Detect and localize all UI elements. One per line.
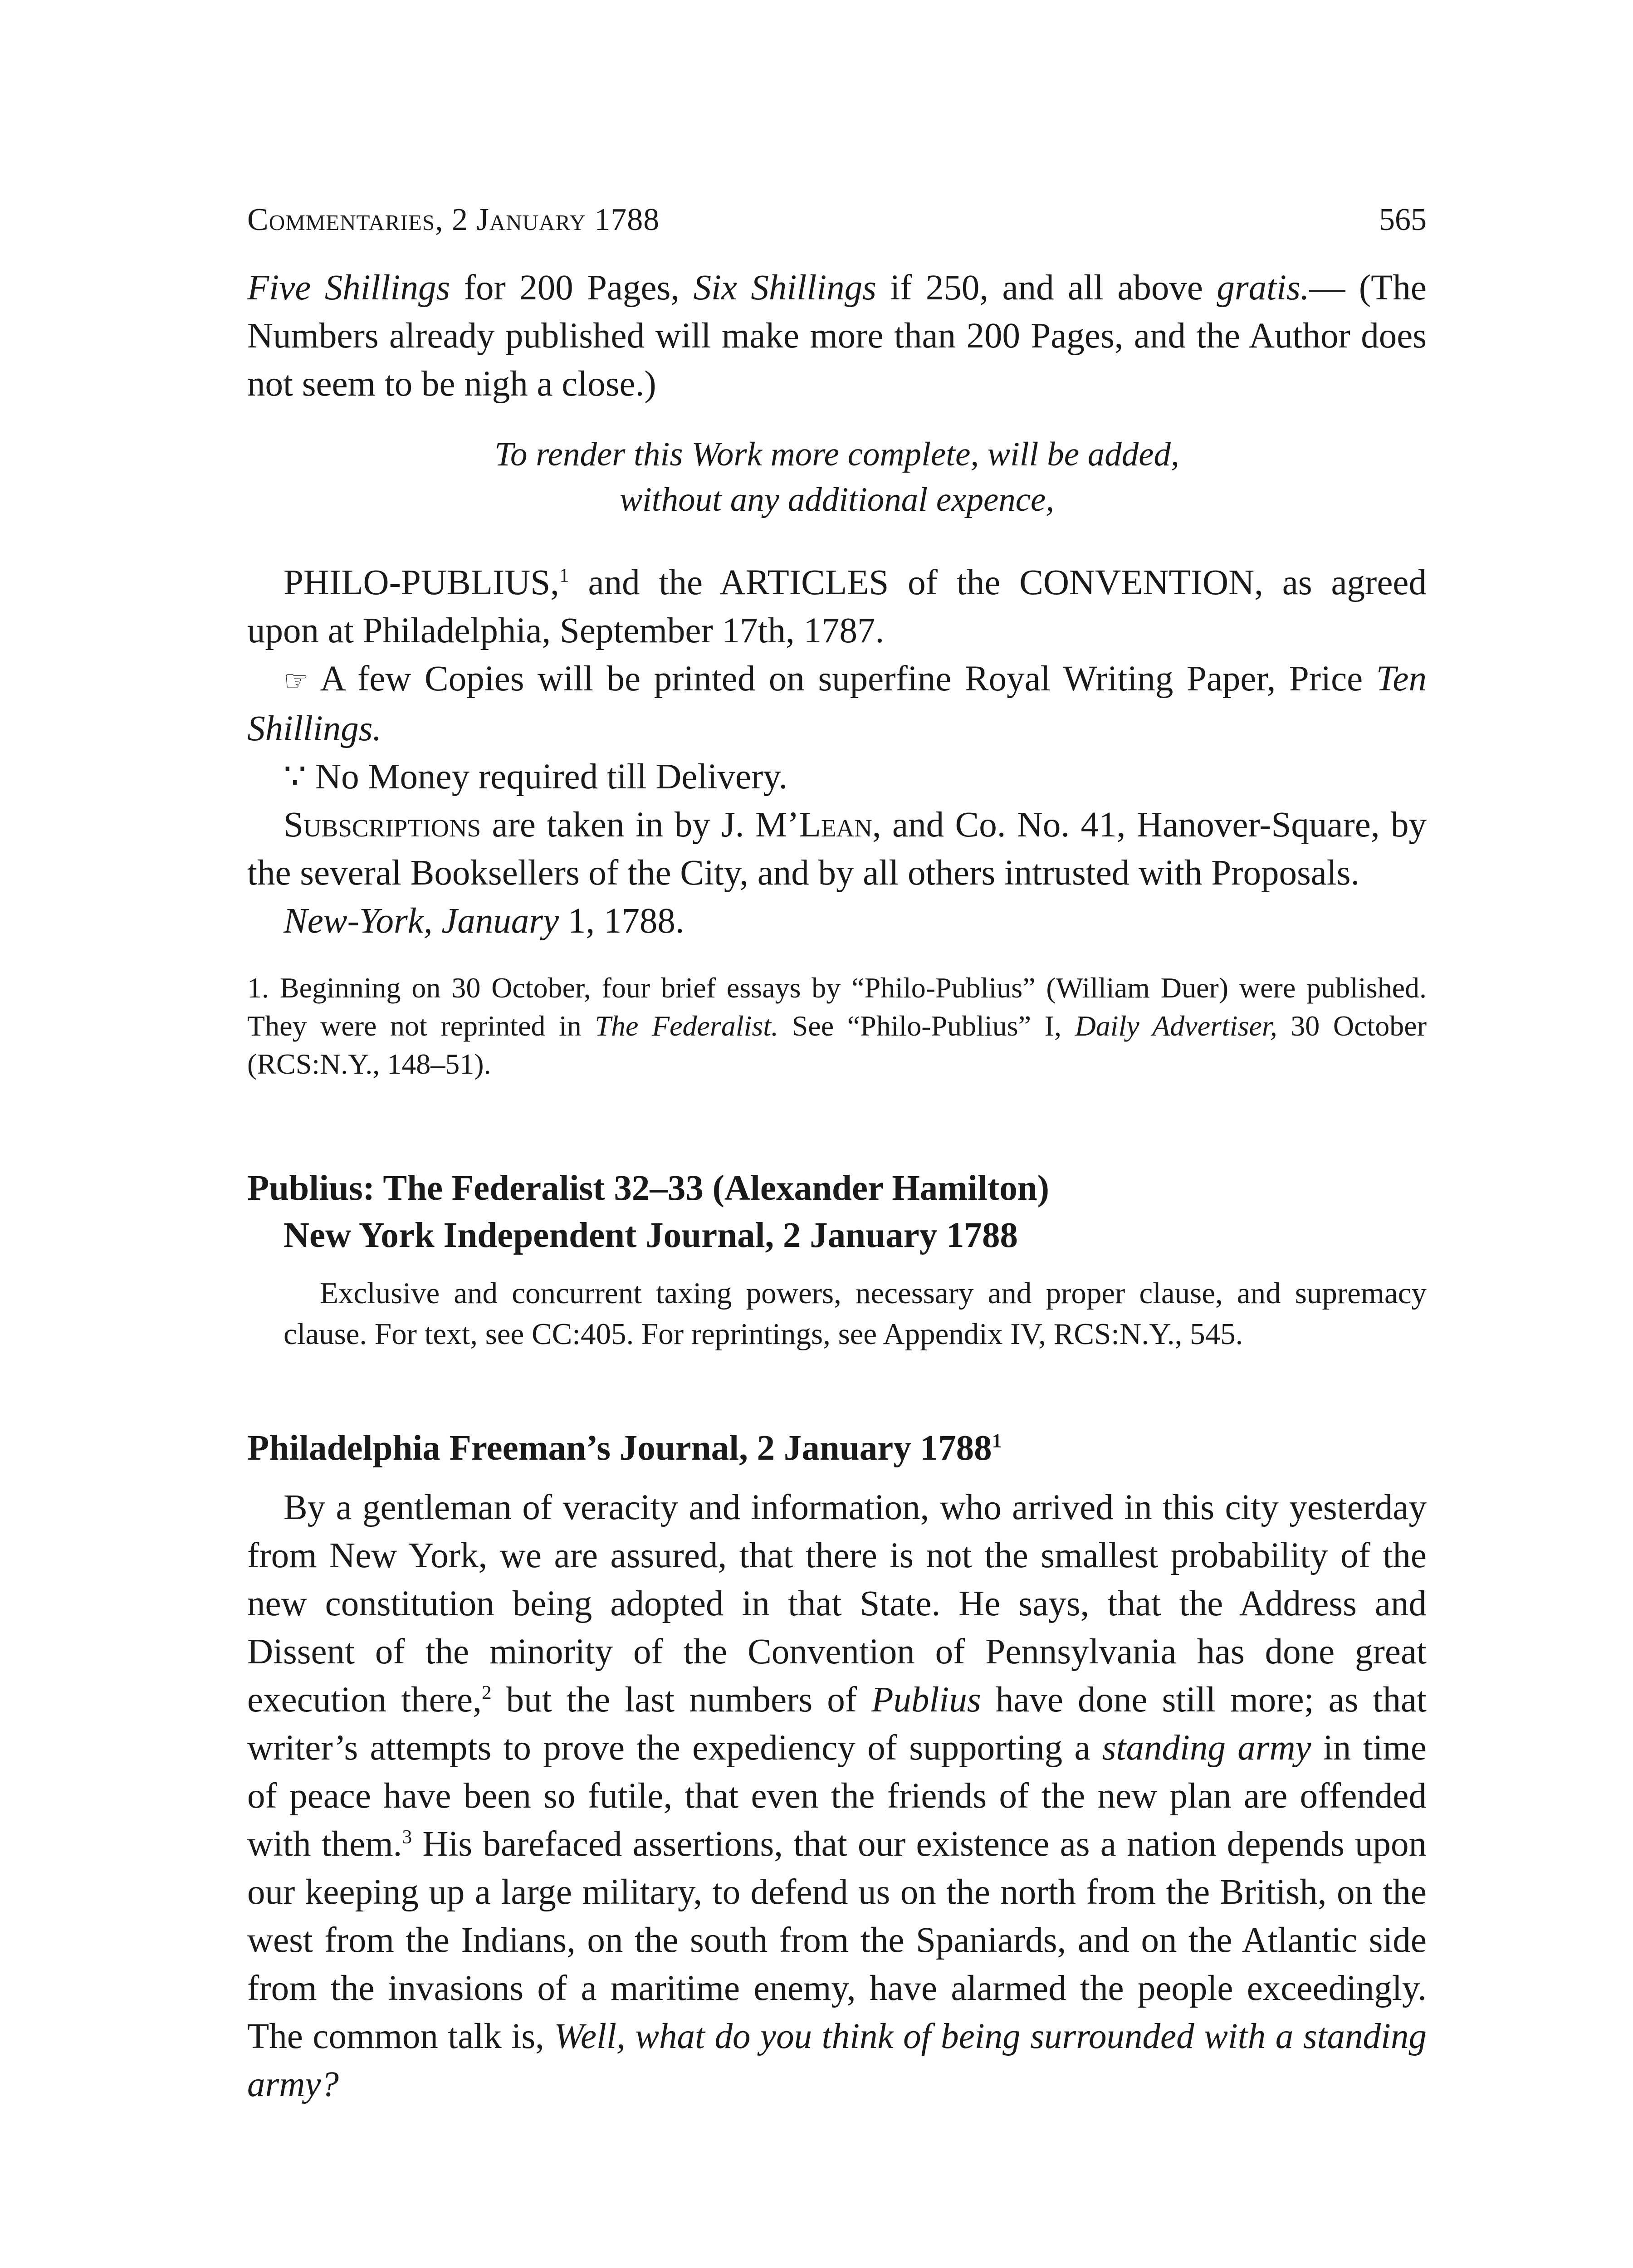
- running-head: [247, 200, 1427, 240]
- footnote-1-text-a: 1. Beginning on 30 October, four brief essays by “Philo-Publius” (William Duer) were published. They were not reprinted in: [247, 972, 1427, 1042]
- advert-paragraph-subscriptions: [247, 801, 1427, 897]
- footnote-ref-1: 1: [559, 564, 569, 587]
- money-text: No Money required till Delivery.: [306, 757, 788, 797]
- freeman-text-d: have done still more; as that writer’s attempts to prove the expediency of supporting a: [247, 1680, 1427, 1768]
- footnote-1-text-c: See “Philo-Publius” I,: [778, 1010, 1075, 1042]
- subscriptions-name: Lean: [799, 805, 872, 845]
- freeman-text-f: in time of peace have been so futile, that even the friends of the new plan are offended with them.: [247, 1728, 1427, 1864]
- publius-heading-line-2: New York Independent Journal, 2 January 1788: [284, 1216, 1018, 1255]
- dateline-place: New-York, January: [284, 901, 559, 941]
- freeman-text-b: but the last numbers of: [491, 1680, 872, 1720]
- freeman-section-heading: [247, 1425, 1427, 1472]
- subscriptions-text-2: , and Co. No. 41, Hanover-Square, by the several Booksellers of the City, and by all others intrusted with Proposals.: [247, 805, 1427, 893]
- footnote-ref-2: 2: [481, 1681, 492, 1704]
- page-number: 565: [1379, 202, 1427, 237]
- footnote-1-text-e: 30 October (RCS:N.Y., 148–51).: [247, 1010, 1427, 1080]
- footnote-ref-heading: 1: [992, 1430, 1002, 1452]
- footnote-1-daily-advertiser: Daily Advertiser,: [1075, 1010, 1277, 1042]
- because-sign-icon: ∵: [284, 757, 307, 797]
- philo-publius-rest: and the ARTICLES of the CONVENTION, as agreed upon at Philadelphia, September 17th, 1787.: [247, 563, 1427, 650]
- section-spacer: [247, 1083, 1427, 1165]
- pricing-text-1: for 200 Pages,: [450, 268, 694, 308]
- pricing-text-3: — (The Numbers already published will make more than 200 Pages, and the Author does not seem to be nigh a close.): [247, 268, 1427, 404]
- freeman-standing-army: standing army: [1102, 1728, 1311, 1768]
- copies-price: Ten Shillings.: [247, 659, 1427, 748]
- advert-paragraph-pricing: [247, 264, 1427, 408]
- advert-dateline: [247, 897, 1427, 945]
- document-page: [247, 200, 1427, 2109]
- footnote-1: [247, 969, 1427, 1083]
- advert-paragraph-copies: [247, 655, 1427, 753]
- publius-summary: Exclusive and concurrent taxing powers, necessary and proper clause, and supremacy clause. For text, see CC:405. For reprintings, see Appendix IV, RCS:N.Y., 545.: [284, 1276, 1427, 1351]
- subscriptions-label: Subscriptions: [284, 805, 481, 845]
- freeman-publius: Publius: [871, 1680, 981, 1720]
- centered-line-1: To render this Work more complete, will be added,: [494, 435, 1179, 473]
- publius-heading-line-1: Publius: The Federalist 32–33 (Alexander Hamilton): [247, 1168, 1050, 1208]
- centered-line-2: without any additional expence,: [619, 481, 1055, 518]
- advert-paragraph-philo-publius: [247, 559, 1427, 655]
- footnote-ref-3: 3: [402, 1826, 412, 1848]
- pricing-text-2: if 250, and all above: [876, 268, 1217, 308]
- running-head-title: Commentaries, 2 January 1788: [247, 202, 660, 237]
- copies-text: A few Copies will be printed on superfine Royal Writing Paper, Price: [308, 659, 1376, 699]
- advert-paragraph-money: [247, 753, 1427, 801]
- dateline-date: 1, 1788.: [559, 901, 684, 941]
- philo-publius-text: PHILO-PUBLIUS,: [284, 563, 559, 602]
- pointing-hand-icon: ☞: [284, 664, 309, 697]
- freeman-text-a: By a gentleman of veracity and information, who arrived in this city yesterday from New York, we are assured, that there is not the smallest probability of the new constitution being adopted in that State. He says, that the Address and Dissent of the minority of the Convention of Pennsylvania has done great execution there,: [247, 1488, 1427, 1720]
- footnote-1-federalist: The Federalist.: [595, 1010, 779, 1042]
- subscriptions-text-1: are taken in by J. M’: [481, 805, 799, 845]
- pricing-five-shillings: Five Shillings: [247, 268, 450, 308]
- section-spacer: [247, 1354, 1427, 1425]
- freeman-closing-question: Well, what do you think of being surrounded with a standing army?: [247, 2017, 1427, 2104]
- freeman-paragraph: [247, 1484, 1427, 2109]
- pricing-gratis: gratis.: [1217, 268, 1310, 308]
- pricing-six-shillings: Six Shillings: [693, 268, 876, 308]
- publius-section-heading: [247, 1165, 1427, 1259]
- freeman-text-g: His barefaced assertions, that our existence as a nation depends upon our keeping up a large military, to defend us on the north from the British, on the west from the Indians, on the south from the Spaniards, and on the Atlantic side from the invasions of a maritime enemy, have alarmed the people exceedingly. The common talk is,: [247, 1824, 1427, 2056]
- freeman-heading-text: Philadelphia Freeman’s Journal, 2 January 1788: [247, 1428, 992, 1468]
- advert-centered-notice: [247, 432, 1427, 523]
